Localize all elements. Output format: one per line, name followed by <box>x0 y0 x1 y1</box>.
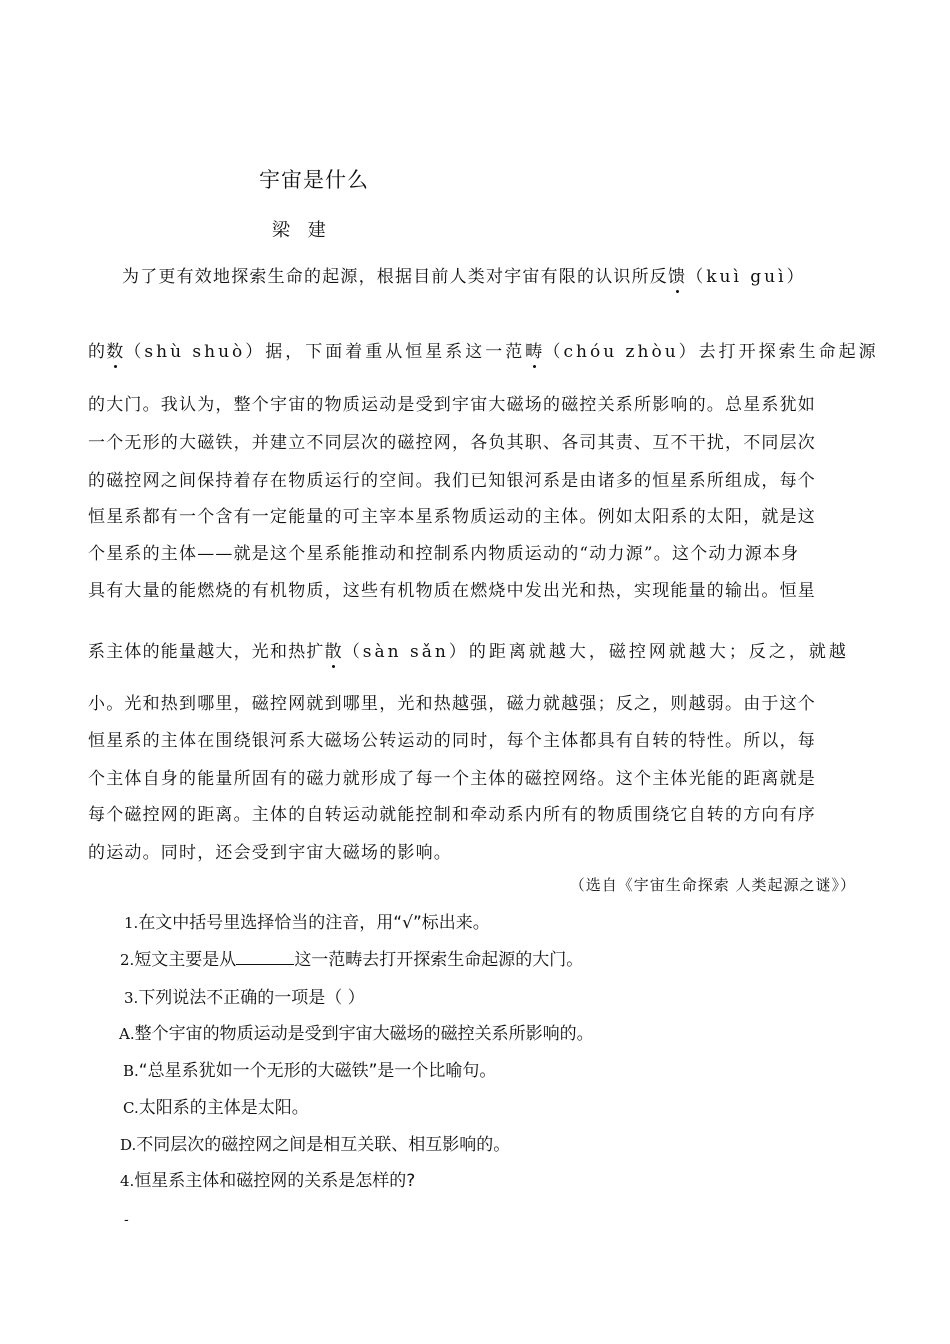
passage-line-4: 一个无形的大磁铁，并建立不同层次的磁控网，各负其职、各司其责、互不干扰，不同层次 <box>88 433 816 453</box>
answer-blank[interactable] <box>236 950 294 965</box>
passage-line-3: 的大门。我认为，整个宇宙的物质运动是受到宇宙大磁场的磁控关系所影响的。总星系犹如 <box>88 395 816 415</box>
passage-line-6: 恒星系都有一个含有一定能量的可主宰本星系物质运动的主体。例如太阳系的太阳，就是这 <box>88 507 816 527</box>
passage-line-5: 的磁控网之间保持着存在物质运行的空间。我们已知银河系是由诸多的恒星系所组成，每个 <box>88 471 816 491</box>
passage-line-13: 每个磁控网的距离。主体的自转运动就能控制和牵动系内所有的物质围绕它自转的方向有序 <box>88 805 816 825</box>
passage-line-7: 个星系的主体——就是这个星系能推动和控制系内物质运动的“动力源”。这个动力源本身 <box>88 544 800 564</box>
question-3: 3.下列说法不正确的一项是（ ） <box>124 988 365 1008</box>
option-a: A.整个宇宙的物质运动是受到宇宙大磁场的磁控关系所影响的。 <box>119 1024 594 1044</box>
question-4: 4.恒星系主体和磁控网的关系是怎样的? <box>120 1171 416 1191</box>
option-d: D.不同层次的磁控网之间是相互关联、相互影响的。 <box>120 1135 511 1155</box>
passage-line-1: 为了更有效地探索生命的起源，根据目前人类对宇宙有限的认识所反馈（kuì guì） <box>122 262 858 287</box>
trailing-mark: - <box>124 1212 129 1228</box>
passage-line-2: 的数（shù shuò）据，下面着重从恒星系这一范畴（chóu zhòu）去打开探索生命起源 <box>88 337 858 362</box>
passage-line-12: 个主体自身的能量所固有的磁力就形成了每一个主体的磁控网络。这个主体光能的距离就是 <box>88 769 816 789</box>
passage-line-14: 的运动。同时，还会受到宇宙大磁场的影响。 <box>88 843 452 863</box>
question-1: 1.在文中括号里选择恰当的注音，用“√”标出来。 <box>124 913 490 933</box>
passage-line-9: 系主体的能量越大，光和热扩散（sàn sǎn）的距离就越大，磁控网就越大；反之，就越 <box>88 637 858 662</box>
article-author: 梁 建 <box>272 220 332 241</box>
question-2: 2.短文主要是从 这一范畴去打开探索生命起源的大门。 <box>120 950 584 970</box>
option-c: C.太阳系的主体是太阳。 <box>123 1098 309 1118</box>
passage-line-10: 小。光和热到哪里，磁控网就到哪里，光和热越强，磁力就越强；反之，则越弱。由于这个 <box>88 694 816 714</box>
article-title: 宇宙是什么 <box>259 168 369 192</box>
passage-line-11: 恒星系的主体在围绕银河系大磁场公转运动的同时，每个主体都具有自转的特性。所以，每 <box>88 731 816 751</box>
option-b: B.“总星系犹如一个无形的大磁铁”是一个比喻句。 <box>123 1061 497 1081</box>
passage-line-8: 具有大量的能燃烧的有机物质，这些有机物质在燃烧中发出光和热，实现能量的输出。恒星 <box>88 581 816 601</box>
source-citation: （选自《宇宙生命探索 人类起源之谜》） <box>569 876 856 894</box>
